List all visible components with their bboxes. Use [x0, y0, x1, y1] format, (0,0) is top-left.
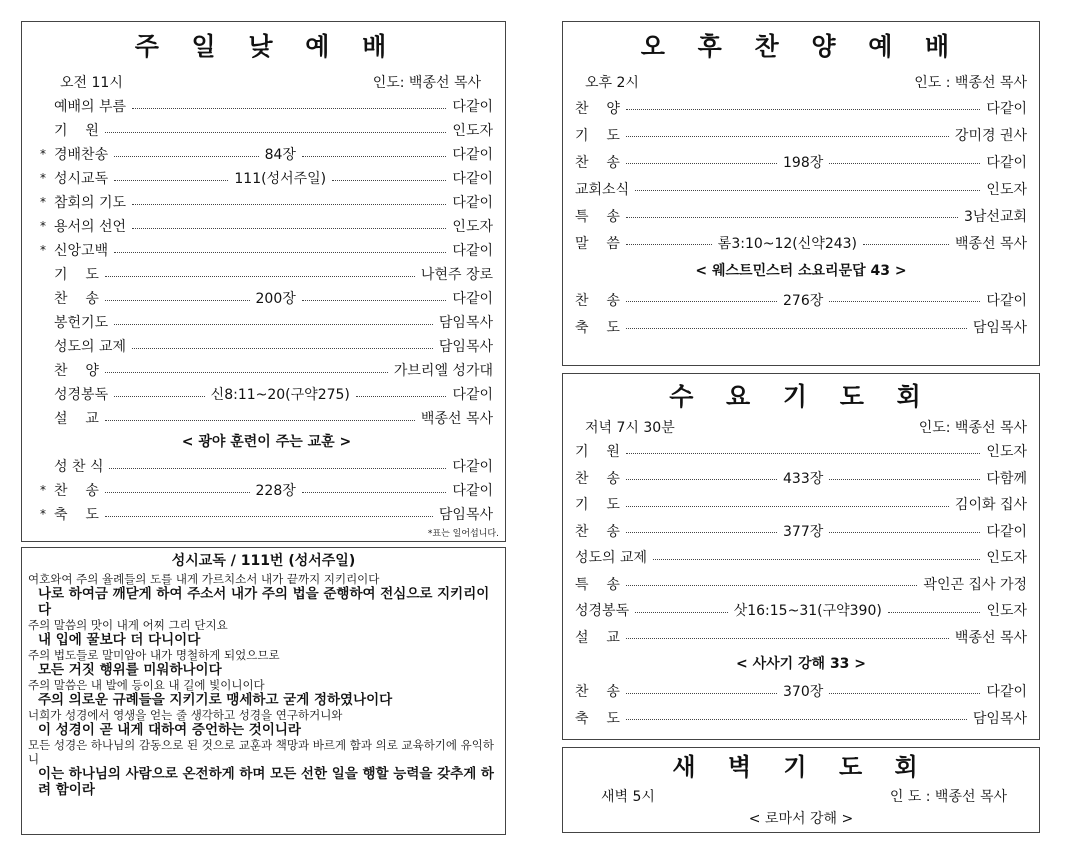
- dot-leader: [332, 180, 446, 181]
- dot-leader: [105, 276, 415, 277]
- order-label: 용서의 선언: [54, 219, 127, 235]
- order-row: [575, 544, 1027, 571]
- dot-leader: [626, 532, 777, 533]
- dot-leader: [114, 252, 446, 253]
- congregation-verse: 이 성경이 곧 내게 대하여 증언하는 것이니라: [38, 722, 301, 738]
- order-detail: 198장: [783, 154, 824, 171]
- dot-leader: [829, 163, 980, 164]
- leader-verse: 모든 성경은 하나님의 감동으로 된 것으로 교훈과 책망과 바르게 함과 의로 교육하기에 유익하니: [28, 738, 495, 766]
- order-person: 가브리엘 성가대: [393, 363, 493, 379]
- dawn-series: < 로마서 강해 >: [748, 811, 854, 827]
- order-label: 찬 송: [575, 684, 620, 701]
- wednesday-prayer-box: [562, 373, 1040, 740]
- dot-leader: [105, 372, 388, 373]
- afternoon-order-after-list: [575, 286, 1027, 340]
- order-detail: 370장: [783, 684, 824, 701]
- dot-leader: [653, 559, 980, 560]
- order-person: 다같이: [452, 291, 493, 307]
- order-row: [40, 358, 493, 382]
- standing-marker: *: [40, 147, 46, 161]
- order-person: 다같이: [986, 292, 1027, 309]
- order-row: [575, 518, 1027, 545]
- dawn-prayer-box: [562, 747, 1040, 833]
- order-label: 축 도: [575, 319, 620, 336]
- order-label: 예배의 부름: [54, 99, 127, 115]
- congregation-verse: 주의 의로운 규례들을 지키기로 맹세하고 굳게 정하였나이다: [38, 692, 393, 708]
- order-label: 찬 송: [575, 292, 620, 309]
- standing-marker: *: [40, 243, 46, 257]
- order-row: [575, 624, 1027, 651]
- leader-verse: 주의 말씀의 맛이 내게 어찌 그리 단지요: [28, 618, 228, 632]
- order-person: 김이화 집사: [954, 497, 1027, 514]
- afternoon-catechism: < 웨스트민스터 소요리문답 43 >: [695, 263, 907, 279]
- congregation-verse: 내 입에 꿀보다 더 다니이다: [38, 632, 201, 648]
- dot-leader: [132, 108, 446, 109]
- dot-leader: [302, 492, 447, 493]
- dot-leader: [114, 324, 433, 325]
- dawn-time: 새벽 5시: [601, 789, 655, 805]
- dot-leader: [114, 180, 228, 181]
- order-label: 교회소식: [575, 181, 630, 198]
- order-row: [40, 334, 493, 358]
- wednesday-leader: 인도: 백종선 목사: [918, 420, 1027, 436]
- order-label: 봉헌기도: [54, 315, 109, 331]
- order-person: 다같이: [452, 459, 493, 475]
- dot-leader: [356, 396, 447, 397]
- congregation-verse: 나로 하여금 깨닫게 하여 주소서 내가 주의 법을 준행하여 전심으로 지키리이다: [38, 586, 490, 618]
- dawn-title: 새 벽 기 도 회: [672, 753, 930, 781]
- order-row: [575, 678, 1027, 705]
- order-row: [575, 94, 1027, 121]
- order-row: [40, 238, 493, 262]
- order-row: [575, 705, 1027, 732]
- order-person: 담임목사: [438, 339, 493, 355]
- order-label: 설 교: [54, 411, 99, 427]
- order-row: [40, 214, 493, 238]
- wednesday-order-list: [575, 438, 1027, 650]
- order-row: [575, 571, 1027, 598]
- order-person: 다함께: [986, 470, 1027, 487]
- sunday-title: 주 일 낮 예 배: [134, 32, 399, 61]
- order-label: 신앙고백: [54, 243, 109, 259]
- sunday-time: 오전 11시: [60, 75, 123, 91]
- order-person: 인도자: [986, 550, 1027, 567]
- dot-leader: [626, 506, 949, 507]
- sunday-sermon-title: < 광야 훈련이 주는 교훈 >: [181, 434, 352, 450]
- order-row: [40, 310, 493, 334]
- dot-leader: [626, 453, 981, 454]
- order-label: 찬 양: [575, 100, 620, 117]
- responsive-reading-box: [21, 547, 506, 835]
- order-label: 성시교독: [54, 171, 109, 187]
- order-person: 담임목사: [438, 507, 493, 523]
- order-row: [40, 286, 493, 310]
- dot-leader: [626, 244, 712, 245]
- congregation-verse: 모든 거짓 행위를 미워하나이다: [38, 662, 222, 678]
- order-person: 다같이: [452, 147, 493, 163]
- wednesday-title: 수 요 기 도 회: [669, 382, 933, 411]
- order-detail: 433장: [783, 470, 824, 487]
- dot-leader: [132, 204, 446, 205]
- order-row: [40, 142, 493, 166]
- afternoon-subhead: [575, 70, 1027, 94]
- dot-leader: [105, 132, 447, 133]
- order-label: 찬 송: [575, 154, 620, 171]
- order-label: 찬 송: [575, 470, 620, 487]
- order-label: 찬 송: [575, 523, 620, 540]
- order-detail: 삿16:15~31(구약390): [733, 603, 882, 620]
- order-person: 나현주 장로: [420, 267, 493, 283]
- order-label: 기 원: [575, 444, 620, 461]
- dot-leader: [626, 217, 958, 218]
- order-row: [40, 382, 493, 406]
- dot-leader: [105, 300, 250, 301]
- order-person: 백종선 목사: [954, 629, 1027, 646]
- dot-leader: [626, 163, 777, 164]
- order-detail: 111(성서주일): [234, 171, 327, 187]
- order-row: [40, 262, 493, 286]
- dot-leader: [626, 479, 777, 480]
- leader-verse: 주의 법도들로 말미암아 내가 명철하게 되었으므로: [28, 648, 280, 662]
- dot-leader: [626, 719, 967, 720]
- order-person: 담임목사: [438, 315, 493, 331]
- order-row: [40, 190, 493, 214]
- order-label: 축 도: [575, 710, 620, 727]
- dot-leader: [626, 585, 918, 586]
- order-person: 인도자: [986, 444, 1027, 461]
- dot-leader: [302, 300, 447, 301]
- dot-leader: [635, 190, 980, 191]
- dot-leader: [109, 468, 446, 469]
- order-detail: 377장: [783, 523, 824, 540]
- order-person: 인도자: [452, 219, 493, 235]
- dot-leader: [105, 420, 415, 421]
- order-label: 축 도: [54, 507, 99, 523]
- dot-leader: [132, 228, 446, 229]
- order-row: [40, 478, 493, 502]
- order-label: 찬 양: [54, 363, 99, 379]
- order-label: 경배찬송: [54, 147, 109, 163]
- wednesday-order-after-list: [575, 678, 1027, 731]
- congregation-verse: 이는 하나님의 사람으로 온전하게 하며 모든 선한 일을 행할 능력을 갖추게 하려 함이라: [38, 766, 494, 798]
- order-row: [575, 313, 1027, 340]
- order-row: [575, 148, 1027, 175]
- order-label: 기 도: [575, 497, 620, 514]
- order-detail: 84장: [264, 147, 296, 163]
- dot-leader: [626, 638, 949, 639]
- order-label: 성도의 교제: [54, 339, 127, 355]
- dot-leader: [114, 156, 258, 157]
- order-row: [40, 118, 493, 142]
- order-person: 인도자: [452, 123, 493, 139]
- dot-leader: [829, 301, 980, 302]
- order-row: [575, 175, 1027, 202]
- order-row: [40, 166, 493, 190]
- afternoon-title: 오 후 찬 양 예 배: [640, 32, 962, 61]
- dot-leader: [888, 612, 981, 613]
- order-label: 찬 송: [54, 291, 99, 307]
- order-label: 참회의 기도: [54, 195, 127, 211]
- order-person: 인도자: [986, 603, 1028, 620]
- dot-leader: [105, 492, 250, 493]
- sunday-order-after-list: [40, 454, 493, 526]
- wednesday-subhead: [575, 416, 1027, 438]
- order-row: [575, 597, 1027, 624]
- order-person: 인도자: [986, 181, 1027, 198]
- order-detail: 228장: [255, 483, 296, 499]
- order-detail: 신8:11~20(구약275): [210, 387, 350, 403]
- order-person: 다같이: [452, 483, 493, 499]
- order-label: 성 찬 식: [54, 459, 104, 475]
- order-person: 다같이: [986, 154, 1027, 171]
- order-row: [40, 94, 493, 118]
- standing-marker: *: [40, 483, 46, 497]
- dot-leader: [132, 348, 433, 349]
- order-label: 기 원: [54, 123, 99, 139]
- order-person: 곽인곤 집사 가정: [923, 576, 1027, 593]
- order-label: 설 교: [575, 629, 620, 646]
- dot-leader: [105, 516, 433, 517]
- dot-leader: [626, 693, 777, 694]
- sunday-subhead: [40, 70, 493, 94]
- order-detail: 200장: [255, 291, 296, 307]
- order-person: 다같이: [452, 99, 493, 115]
- order-person: 담임목사: [972, 319, 1027, 336]
- order-detail: 롬3:10~12(신약243): [717, 235, 857, 252]
- standing-marker: *: [40, 195, 46, 209]
- order-row: [575, 491, 1027, 518]
- dot-leader: [626, 136, 949, 137]
- order-person: 백종선 목사: [420, 411, 493, 427]
- afternoon-order-list: [575, 94, 1027, 256]
- wednesday-time: 저녁 7시 30분: [585, 420, 675, 436]
- order-person: 다같이: [986, 100, 1027, 117]
- standing-marker: *: [40, 219, 46, 233]
- order-person: 강미경 권사: [954, 127, 1027, 144]
- dawn-subhead: [575, 784, 1027, 808]
- dot-leader: [635, 612, 728, 613]
- standing-marker: *: [40, 507, 46, 521]
- order-label: 기 도: [575, 127, 620, 144]
- order-person: 다같이: [452, 195, 493, 211]
- order-row: [575, 229, 1027, 256]
- order-row: [575, 465, 1027, 492]
- sunday-worship-box: [21, 21, 506, 542]
- sunday-order-list: [40, 94, 493, 430]
- dot-leader: [114, 396, 205, 397]
- leader-verse: 너희가 성경에서 영생을 얻는 줄 생각하고 성경을 연구하거니와: [28, 708, 343, 722]
- dot-leader: [302, 156, 446, 157]
- afternoon-time: 오후 2시: [585, 75, 639, 91]
- order-label: 성경봉독: [54, 387, 109, 403]
- dot-leader: [829, 532, 980, 533]
- order-person: 다같이: [986, 684, 1027, 701]
- order-person: 백종선 목사: [954, 235, 1028, 252]
- order-person: 다같이: [452, 171, 493, 187]
- order-row: [40, 454, 493, 478]
- order-row: [40, 406, 493, 430]
- reading-title: 성시교독 / 111번 (성서주일): [171, 553, 356, 569]
- sunday-leader: 인도: 백종선 목사: [372, 75, 481, 91]
- order-person: 3남선교회: [963, 208, 1027, 225]
- dot-leader: [626, 301, 777, 302]
- order-person: 다같이: [452, 243, 493, 259]
- order-row: [40, 502, 493, 526]
- order-row: [575, 202, 1027, 229]
- dawn-leader: 인 도 : 백종선 목사: [889, 789, 1007, 805]
- order-detail: 276장: [783, 292, 824, 309]
- dot-leader: [829, 693, 980, 694]
- order-label: 기 도: [54, 267, 99, 283]
- order-person: 다같이: [986, 523, 1027, 540]
- afternoon-leader: 인도 : 백종선 목사: [914, 75, 1027, 91]
- order-label: 말 씀: [575, 235, 620, 252]
- standing-marker: *: [40, 171, 46, 185]
- leader-verse: 주의 말씀은 내 발에 등이요 내 길에 빛이니이다: [28, 678, 265, 692]
- order-label: 성경봉독: [575, 603, 630, 620]
- order-person: 다같이: [452, 387, 494, 403]
- order-row: [575, 121, 1027, 148]
- dot-leader: [626, 109, 981, 110]
- wednesday-sermon-title: < 사사기 강해 33 >: [735, 656, 867, 672]
- order-label: 특 송: [575, 208, 620, 225]
- standing-note: *표는 일어섭니다.: [427, 529, 499, 539]
- leader-verse: 여호와여 주의 율례들의 도를 내게 가르치소서 내가 끝까지 지키리이다: [28, 572, 380, 586]
- order-person: 담임목사: [972, 710, 1027, 727]
- dot-leader: [626, 328, 967, 329]
- order-label: 특 송: [575, 576, 620, 593]
- afternoon-worship-box: [562, 21, 1040, 366]
- dot-leader: [829, 479, 980, 480]
- reading-lines: [28, 572, 499, 798]
- order-row: [575, 286, 1027, 313]
- order-label: 성도의 교제: [575, 550, 648, 567]
- order-label: 찬 송: [54, 483, 99, 499]
- order-row: [575, 438, 1027, 465]
- dot-leader: [863, 244, 949, 245]
